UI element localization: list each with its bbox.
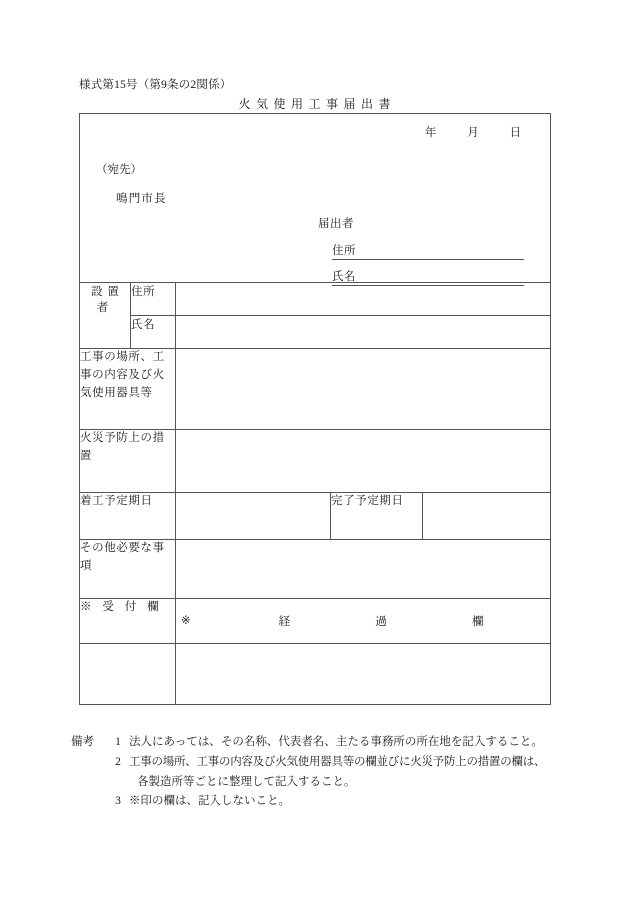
fire-prevention-input[interactable] [176,430,551,493]
remarks-number-1: 1 [115,736,121,748]
table-row-installer-name [80,316,551,349]
remarks-text-2-continuation: 各製造所等ごとに整理して記入すること。 [137,775,356,788]
remarks-heading: 備考 [71,736,94,748]
progress-column-words [236,613,526,629]
remarks-item-2 [71,753,571,773]
other-matters-label: その他必要な事項 [80,540,176,599]
remarks-section [71,733,571,812]
remarks-text-3: ※印の欄は、記入しないこと。 [129,795,290,808]
progress-word-1: 経 [278,616,291,628]
work-details-input[interactable] [176,349,551,430]
fire-use-construction-notification-form [79,113,551,705]
applicant-name-field[interactable] [332,268,524,286]
remarks-number-3: 3 [115,795,121,808]
remarks-text-2: 工事の場所、工事の内容及び火気使用器具等の欄並びに火災予防上の措置の欄は、 [129,755,546,768]
remarks-number-2: 2 [115,755,121,768]
start-date-input[interactable] [176,493,331,540]
addressee-name: 鳴門市長 [116,193,167,205]
installer-name-label: 氏名 [131,316,176,349]
table-row-work-details [80,349,551,430]
table-row-other-matters [80,540,551,599]
fire-prevention-label: 火災予防上の措置 [80,430,176,493]
other-matters-input[interactable] [176,540,551,599]
date-day-label: 日 [509,127,523,139]
document-title: 火気使用工事届出書 [238,97,396,111]
progress-column-header [176,599,551,644]
table-row-schedule [80,493,551,540]
remarks-text-1: 法人にあっては、その名称、代表者名、主たる事務所の所在地を記入すること。 [129,736,543,748]
date-month-label: 月 [467,127,480,139]
addressee-label: （宛先） [96,164,142,176]
progress-word-2: 過 [375,616,387,628]
applicant-address-field[interactable] [332,242,524,260]
end-date-input[interactable] [423,493,551,540]
reception-column-label: ※ 受 付 欄 [80,599,176,644]
installer-address-input[interactable] [176,283,551,316]
reception-column-input[interactable] [80,644,176,705]
date-year-label: 年 [424,127,438,139]
table-row-installer-address [80,283,551,316]
applicant-address-label: 住所 [332,245,356,257]
table-row-header-block [80,114,551,283]
end-date-label: 完了予定期日 [331,493,423,540]
progress-mark: ※ [181,615,191,627]
date-line [425,124,522,140]
table-row-official-header [80,599,551,644]
progress-word-3: 欄 [471,616,484,628]
table-row-fire-prevention [80,430,551,493]
applicant-label: 届出者 [318,218,354,230]
applicant-name-label: 氏名 [332,271,356,283]
work-details-label: 工事の場所、工事の内容及び火気使用器具等 [80,349,176,430]
form-number: 様式第15号（第9条の2関係） [79,79,232,91]
remarks-item-3 [71,792,571,812]
installer-address-label: 住所 [131,283,176,316]
addressee-block-cell [80,114,551,283]
remarks-item-1 [71,733,571,753]
installer-label: 設置者 [80,283,131,349]
progress-column-input[interactable] [176,644,551,705]
start-date-label: 着工予定期日 [80,493,176,540]
table-row-official-blank [80,644,551,705]
installer-name-input[interactable] [176,316,551,349]
